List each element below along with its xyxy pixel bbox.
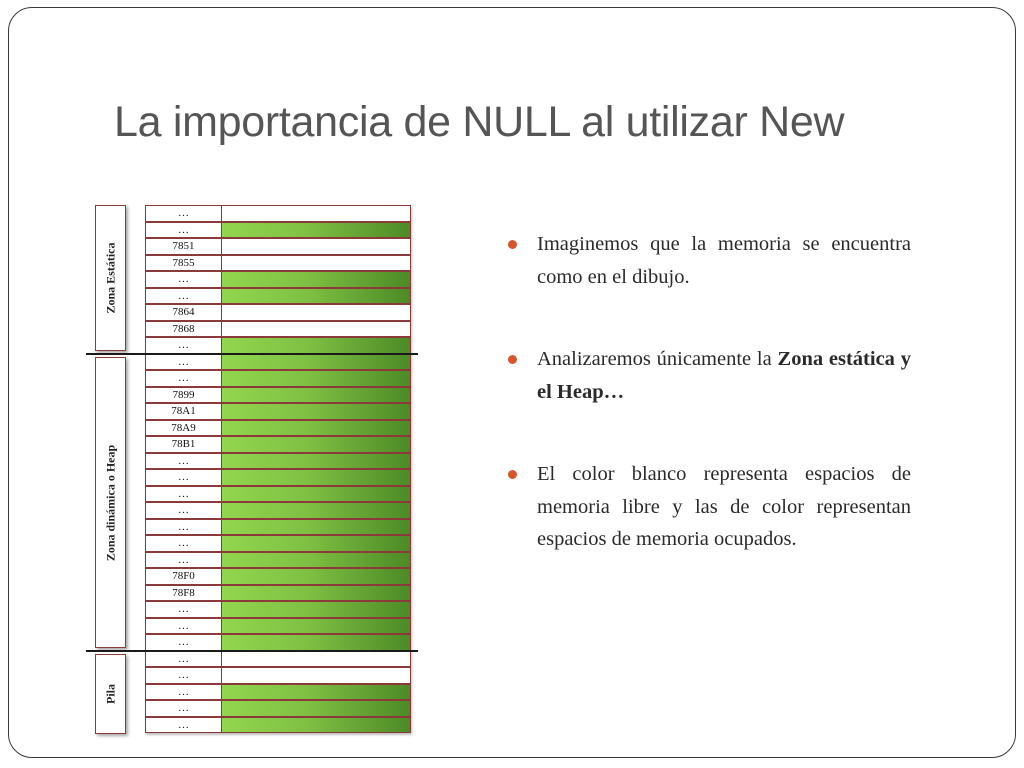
- memory-address-cell: 7864: [145, 304, 222, 321]
- memory-address-cell: …: [145, 535, 222, 552]
- memory-address-cell: …: [145, 552, 222, 569]
- bullet-bold-text: Zona estática y el Heap…: [537, 348, 911, 403]
- memory-cell-used: [222, 469, 411, 486]
- memory-cell-used: [222, 222, 411, 239]
- memory-cell-used: [222, 403, 411, 420]
- memory-cell-used: [222, 354, 411, 371]
- memory-cell-used: [222, 585, 411, 602]
- memory-cell-used: [222, 634, 411, 651]
- memory-address-cell: …: [145, 288, 222, 305]
- memory-cell-free: [222, 255, 411, 272]
- memory-address-cell: …: [145, 651, 222, 668]
- memory-address-cell: 78A1: [145, 403, 222, 420]
- memory-cell-used: [222, 618, 411, 635]
- bullet-dot-icon: [508, 240, 517, 249]
- memory-cell-free: [222, 321, 411, 338]
- memory-address-cell: …: [145, 618, 222, 635]
- memory-row: [145, 420, 411, 437]
- memory-cell-used: [222, 420, 411, 437]
- memory-row: [145, 205, 411, 222]
- memory-address-cell: …: [145, 453, 222, 470]
- memory-row: [145, 568, 411, 585]
- memory-address-cell: …: [145, 519, 222, 536]
- memory-cell-used: [222, 568, 411, 585]
- slide-title: La importancia de NULL al utilizar New: [114, 98, 845, 146]
- memory-cell-used: [222, 370, 411, 387]
- memory-cell-used: [222, 552, 411, 569]
- bullet-dot-icon: [508, 470, 517, 479]
- memory-row: [145, 667, 411, 684]
- memory-row: [145, 717, 411, 734]
- memory-cell-used: [222, 519, 411, 536]
- zone-heap-box: [95, 357, 126, 648]
- bullet-dot-icon: [508, 355, 517, 364]
- memory-cell-used: [222, 535, 411, 552]
- memory-address-cell: 78A9: [145, 420, 222, 437]
- memory-cell-used: [222, 288, 411, 305]
- memory-cell-free: [222, 238, 411, 255]
- memory-address-cell: …: [145, 205, 222, 222]
- memory-row: [145, 403, 411, 420]
- memory-row: [145, 271, 411, 288]
- memory-cell-free: [222, 667, 411, 684]
- memory-address-cell: …: [145, 717, 222, 734]
- memory-row: [145, 502, 411, 519]
- memory-cell-used: [222, 502, 411, 519]
- bullet-text: El color blanco representa espacios de memoria libre y las de color representan espacios de memoria ocupados.: [537, 463, 911, 550]
- memory-address-cell: 7851: [145, 238, 222, 255]
- memory-row: [145, 700, 411, 717]
- zone-stack-label: Pila: [103, 684, 117, 704]
- bullet-item: [508, 228, 911, 293]
- memory-address-cell: …: [145, 700, 222, 717]
- memory-address-cell: …: [145, 370, 222, 387]
- memory-address-cell: …: [145, 486, 222, 503]
- memory-address-cell: …: [145, 634, 222, 651]
- memory-row: [145, 535, 411, 552]
- memory-row: [145, 255, 411, 272]
- memory-address-cell: …: [145, 222, 222, 239]
- memory-cell-used: [222, 453, 411, 470]
- zone-stack-box: [95, 654, 126, 734]
- zone-divider-static-heap: [86, 353, 418, 355]
- memory-row: [145, 321, 411, 338]
- memory-address-cell: …: [145, 502, 222, 519]
- memory-cell-used: [222, 337, 411, 354]
- memory-address-cell: …: [145, 601, 222, 618]
- memory-cell-free: [222, 205, 411, 222]
- memory-cell-used: [222, 387, 411, 404]
- memory-address-cell: …: [145, 684, 222, 701]
- zone-heap-label: Zona dinámica o Heap: [103, 444, 117, 561]
- memory-address-cell: …: [145, 337, 222, 354]
- memory-cell-free: [222, 304, 411, 321]
- memory-row: [145, 684, 411, 701]
- memory-row: [145, 288, 411, 305]
- bullet-item: [508, 458, 911, 556]
- memory-address-cell: …: [145, 271, 222, 288]
- memory-row: [145, 387, 411, 404]
- memory-address-cell: …: [145, 354, 222, 371]
- memory-row: [145, 222, 411, 239]
- memory-row: [145, 304, 411, 321]
- memory-cell-free: [222, 651, 411, 668]
- memory-row: [145, 634, 411, 651]
- memory-row: [145, 238, 411, 255]
- memory-address-cell: 7868: [145, 321, 222, 338]
- memory-address-cell: 78F8: [145, 585, 222, 602]
- memory-row: [145, 469, 411, 486]
- memory-row: [145, 585, 411, 602]
- zone-divider-heap-stack: [86, 650, 418, 652]
- memory-row: [145, 337, 411, 354]
- memory-row: [145, 552, 411, 569]
- memory-row: [145, 354, 411, 371]
- memory-row: [145, 519, 411, 536]
- memory-row: [145, 370, 411, 387]
- memory-cell-used: [222, 271, 411, 288]
- memory-row: [145, 618, 411, 635]
- bullet-text: Analizaremos únicamente la: [537, 348, 778, 370]
- memory-row: [145, 436, 411, 453]
- memory-address-cell: …: [145, 667, 222, 684]
- zone-static-box: [95, 205, 126, 351]
- memory-row: [145, 651, 411, 668]
- zone-static-label: Zona Estática: [103, 242, 117, 314]
- memory-address-cell: …: [145, 469, 222, 486]
- bullet-item: [508, 343, 911, 408]
- bullet-list: [508, 228, 911, 606]
- memory-cell-used: [222, 717, 411, 734]
- memory-row: [145, 453, 411, 470]
- memory-cell-used: [222, 700, 411, 717]
- bullet-text: Imaginemos que la memoria se encuentra como en el dibujo.: [537, 233, 911, 288]
- memory-row: [145, 486, 411, 503]
- memory-address-cell: 78B1: [145, 436, 222, 453]
- memory-address-cell: 78F0: [145, 568, 222, 585]
- memory-row: [145, 601, 411, 618]
- memory-address-cell: 7855: [145, 255, 222, 272]
- memory-cell-used: [222, 601, 411, 618]
- memory-cell-used: [222, 684, 411, 701]
- memory-cell-used: [222, 486, 411, 503]
- memory-address-cell: 7899: [145, 387, 222, 404]
- memory-cell-used: [222, 436, 411, 453]
